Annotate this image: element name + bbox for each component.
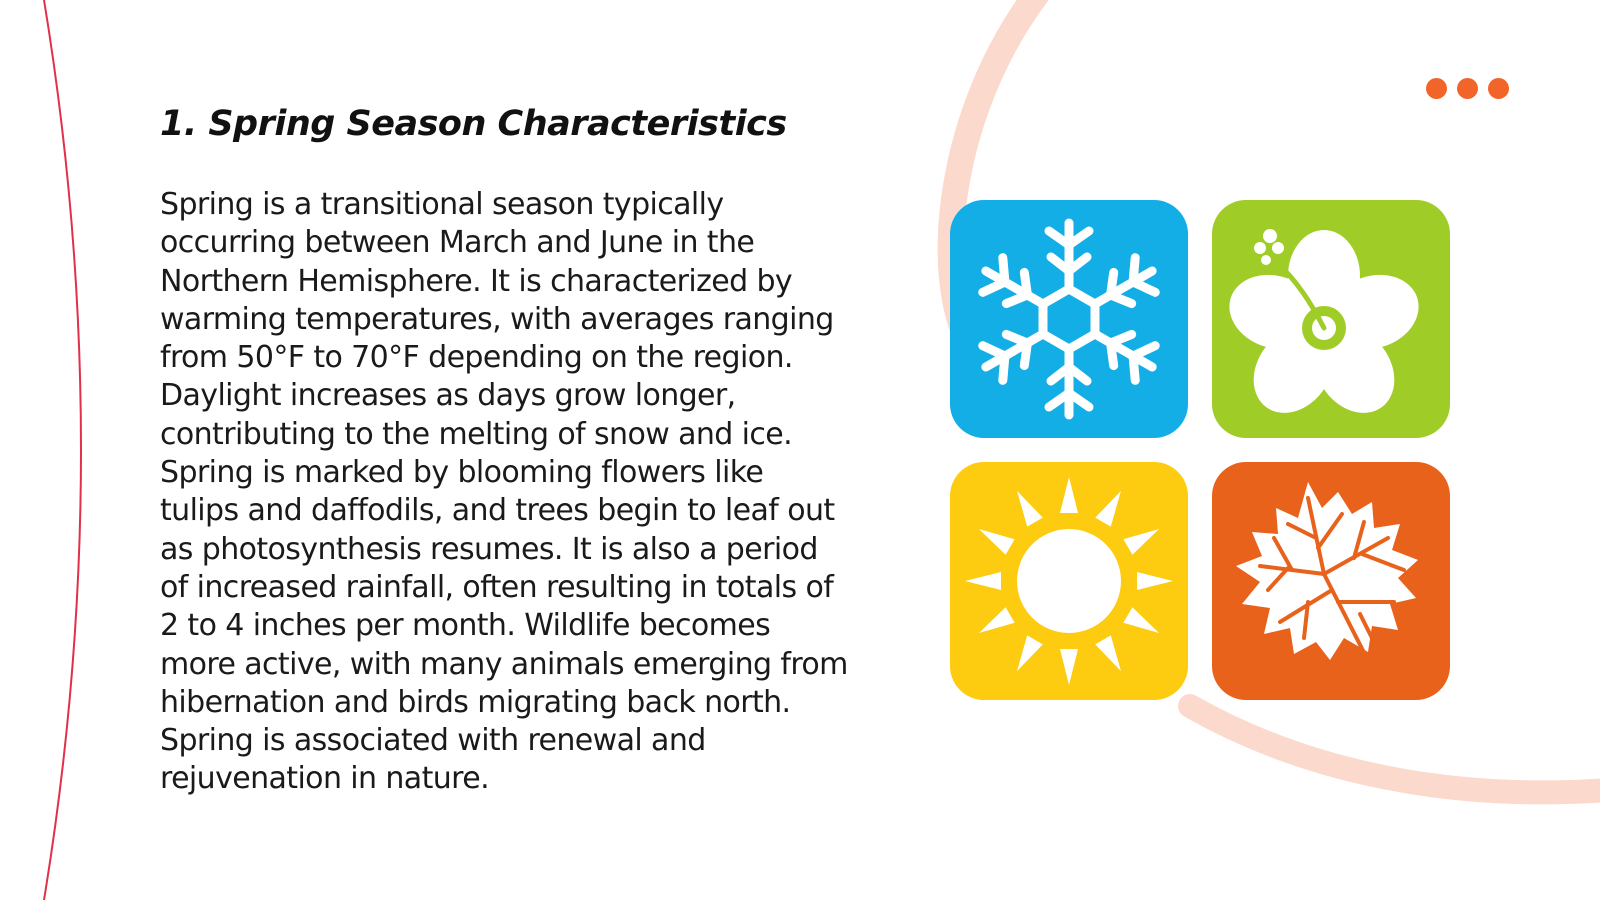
maple-leaf-icon: [1212, 462, 1450, 700]
sun-icon: [950, 462, 1188, 700]
winter-tile: [950, 200, 1188, 438]
dot-1: [1426, 78, 1447, 99]
autumn-tile: [1212, 462, 1450, 700]
left-curve-line: [44, 0, 81, 900]
more-dots-decoration: [1426, 78, 1509, 99]
summer-tile: [950, 462, 1188, 700]
hibiscus-flower-icon: [1212, 200, 1450, 438]
snowflake-icon: [950, 200, 1188, 438]
spring-tile: [1212, 200, 1450, 438]
dot-2: [1457, 78, 1478, 99]
slide-body-text: Spring is a transitional season typically occurring between March and June in the Northern Hemisphere. It is characterized by warming temperatures, with averages ranging from 50°F to 70°F depending on the region. Daylight increases as days grow longer, contributing to the melting of snow and ice. Spring is marked by blooming flowers like tulips and daffodils, and trees begin to leaf out as photosynthesis resumes. It is also a period of increased rainfall, often resulting in totals of 2 to 4 inches per month. Wildlife becomes more active, with many animals emerging from hibernation and birds migrating back north. Spring is associated with renewal and rejuvenation in nature.: [160, 187, 848, 797]
dot-3: [1488, 78, 1509, 99]
slide-title: 1. Spring Season Characteristics: [160, 104, 787, 144]
decorative-ring-bottom: [1190, 706, 1600, 792]
